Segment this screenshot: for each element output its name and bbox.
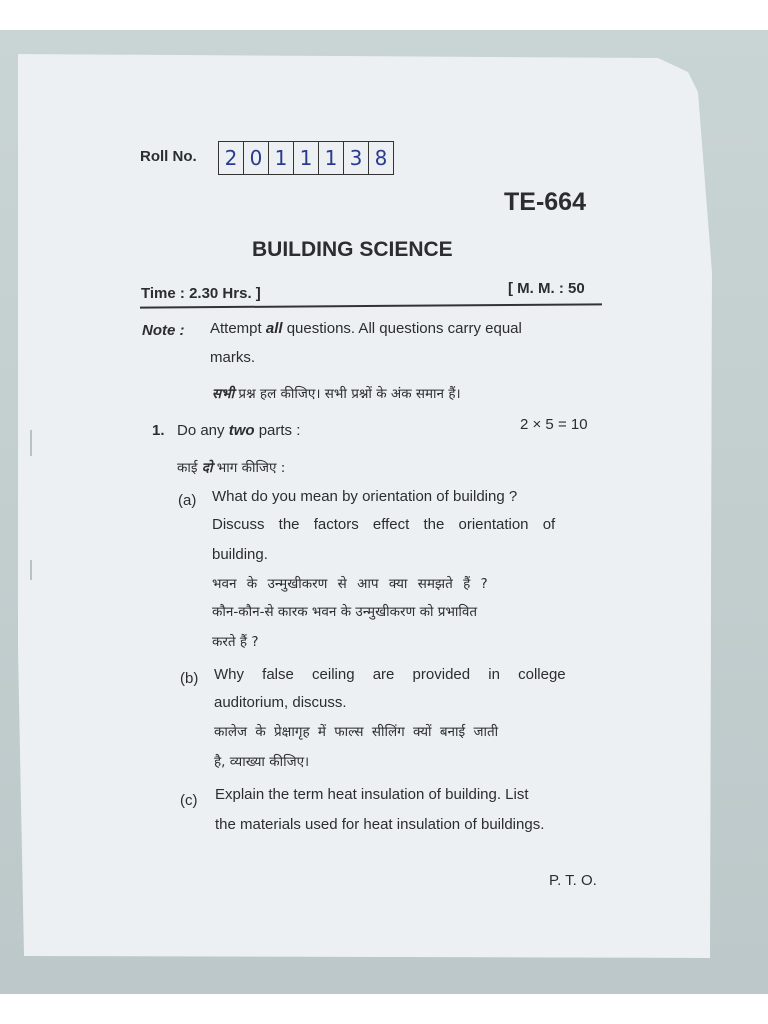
- part-b-line: auditorium, discuss.: [214, 694, 347, 711]
- part-b-line: Why false ceiling are provided in college: [214, 666, 566, 683]
- note-label: Note :: [142, 322, 185, 339]
- part-a-line: Discuss the factors effect the orientation of: [212, 516, 556, 533]
- note-line-2: marks.: [210, 349, 255, 366]
- margin-mark: [30, 430, 32, 456]
- roll-digit: 2: [219, 142, 244, 174]
- part-a-label: (a): [178, 492, 197, 509]
- top-border: [0, 0, 768, 32]
- part-c-line: Explain the term heat insulation of building. List: [215, 786, 529, 803]
- subject-title: BUILDING SCIENCE: [252, 238, 453, 261]
- bottom-border: [0, 994, 768, 1024]
- note-line-1: Attempt all questions. All questions carry equal: [210, 320, 522, 337]
- part-b-hindi-line: कालेज के प्रेक्षागृह में फाल्स सीलिंग क्यों बनाई जाती: [214, 724, 499, 740]
- question-number: 1.: [152, 422, 165, 439]
- question-instruction-hindi: काई दो भाग कीजिए :: [177, 460, 286, 476]
- part-a-line: What do you mean by orientation of building ?: [212, 488, 518, 505]
- roll-digit: 1: [294, 142, 319, 174]
- part-b-hindi-line: है, व्याख्या कीजिए।: [214, 754, 310, 770]
- page-turn-over: P. T. O.: [549, 872, 597, 889]
- margin-mark: [30, 560, 32, 580]
- part-a-hindi-line: भवन के उन्मुखीकरण से आप क्या समझते हैं ?: [212, 576, 488, 592]
- part-c-label: (c): [180, 792, 198, 809]
- part-a-line: building.: [212, 546, 268, 563]
- roll-number-boxes: [218, 141, 394, 175]
- question-instruction: Do any two parts :: [177, 422, 301, 439]
- roll-number-label: Roll No.: [140, 148, 197, 165]
- part-c-line: the materials used for heat insulation of buildings.: [215, 816, 545, 833]
- part-a-hindi-line: कौन-कौन-से कारक भवन के उन्मुखीकरण को प्रभावित: [212, 604, 478, 620]
- note-hindi: सभी प्रश्न हल कीजिए। सभी प्रश्नों के अंक समान हैं।: [212, 386, 461, 402]
- time-allowed: Time : 2.30 Hrs. ]: [141, 285, 261, 302]
- part-b-label: (b): [180, 670, 199, 687]
- roll-digit: 0: [244, 142, 269, 174]
- part-a-hindi-line: करते हैं ?: [212, 634, 259, 650]
- roll-digit: 1: [269, 142, 294, 174]
- roll-digit: 3: [344, 142, 369, 174]
- roll-digit: 1: [319, 142, 344, 174]
- question-marks: 2 × 5 = 10: [520, 416, 588, 433]
- roll-digit: 8: [374, 146, 388, 170]
- paper-code: TE-664: [504, 188, 586, 216]
- maximum-marks: [ M. M. : 50: [508, 280, 585, 297]
